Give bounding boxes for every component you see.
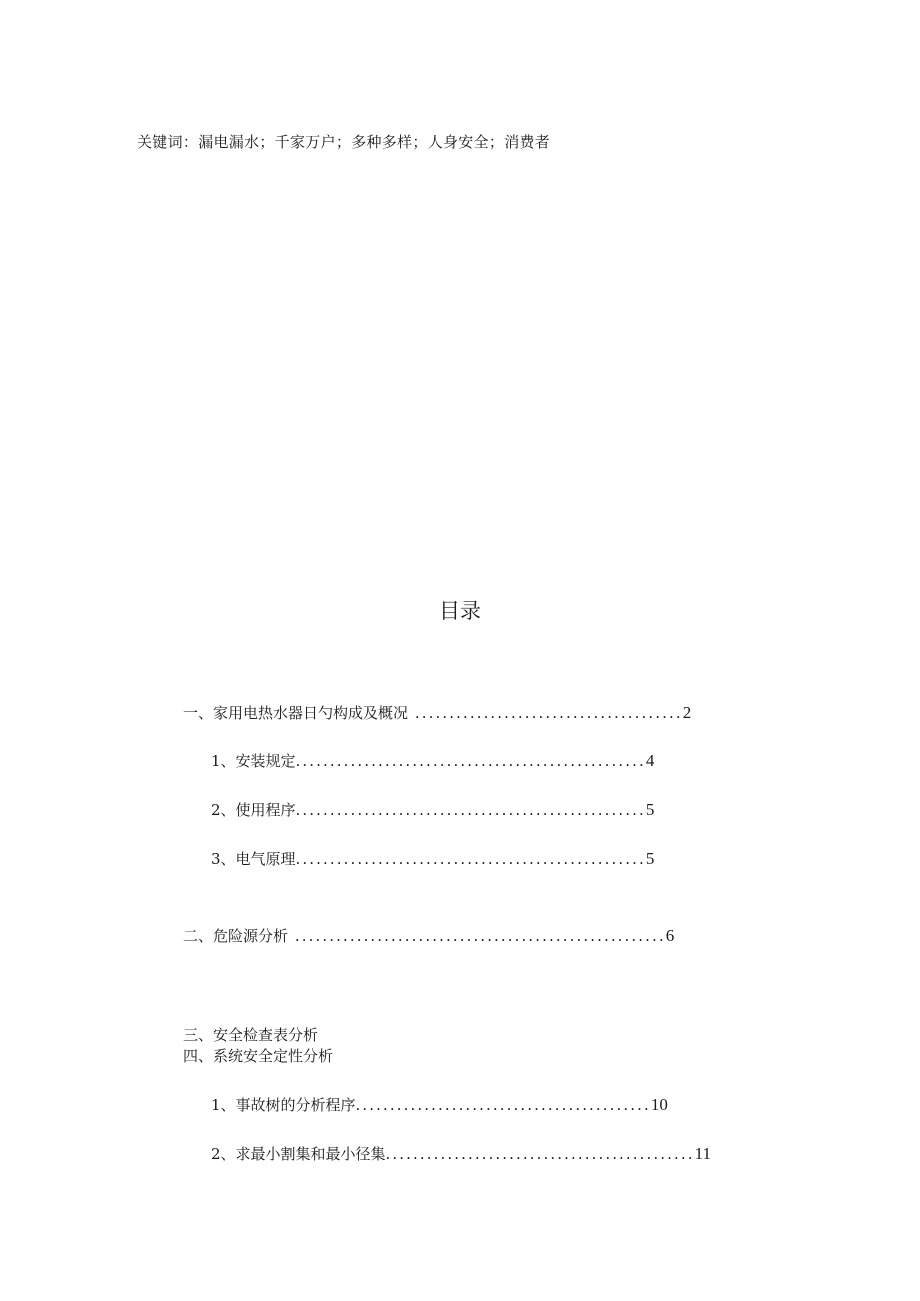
toc-entry-label: 3、电气原理 bbox=[211, 850, 296, 868]
toc-leader-dots: ............................................. bbox=[385, 1145, 695, 1163]
toc-leader-dots: ................................................... bbox=[295, 801, 646, 819]
toc-entry-label: 1、安装规定 bbox=[211, 752, 296, 770]
toc-entry-label: 二、危险源分析 bbox=[183, 927, 289, 945]
toc-page-number: 5 bbox=[645, 800, 655, 819]
toc-page-number: 11 bbox=[694, 1144, 711, 1163]
toc-entry[interactable] bbox=[211, 799, 654, 820]
toc-leader-dots: ................................................... bbox=[295, 752, 646, 770]
toc-page-number: 2 bbox=[682, 703, 692, 722]
keywords-line: 关键词：漏电漏水；千家万户；多种多样；人身安全；消费者 bbox=[137, 133, 551, 151]
toc-entry-label: 三、安全检查表分析 bbox=[183, 1026, 319, 1044]
toc-page-number: 5 bbox=[645, 849, 655, 868]
toc-leader-dots: ........................................... bbox=[355, 1096, 651, 1114]
toc-entry[interactable] bbox=[211, 1094, 668, 1115]
toc-entry-label: 四、系统安全定性分析 bbox=[183, 1047, 334, 1065]
toc-entry[interactable] bbox=[211, 1143, 711, 1164]
toc-leader-dots: ...................................................... bbox=[288, 927, 666, 945]
toc-entry[interactable] bbox=[183, 1045, 333, 1066]
toc-page-number: 10 bbox=[650, 1095, 668, 1114]
toc-page-number: 4 bbox=[645, 751, 655, 770]
toc-entry-label: 2、求最小割集和最小径集 bbox=[211, 1145, 386, 1163]
toc-entry[interactable] bbox=[211, 750, 654, 771]
toc-entry[interactable] bbox=[211, 848, 654, 869]
toc-leader-dots: ....................................... bbox=[408, 704, 683, 722]
toc-entry-label: 一、家用电热水器日勺构成及概况 bbox=[183, 704, 409, 722]
toc-page-number: 6 bbox=[665, 926, 675, 945]
toc-entry[interactable] bbox=[183, 702, 691, 723]
toc-entry-label: 1、事故树的分析程序 bbox=[211, 1096, 356, 1114]
toc-entry[interactable] bbox=[183, 1024, 318, 1045]
toc-entry-label: 2、使用程序 bbox=[211, 801, 296, 819]
toc-entry[interactable] bbox=[183, 925, 674, 946]
toc-title: 目录 bbox=[439, 599, 481, 623]
toc-leader-dots: ................................................... bbox=[295, 850, 646, 868]
